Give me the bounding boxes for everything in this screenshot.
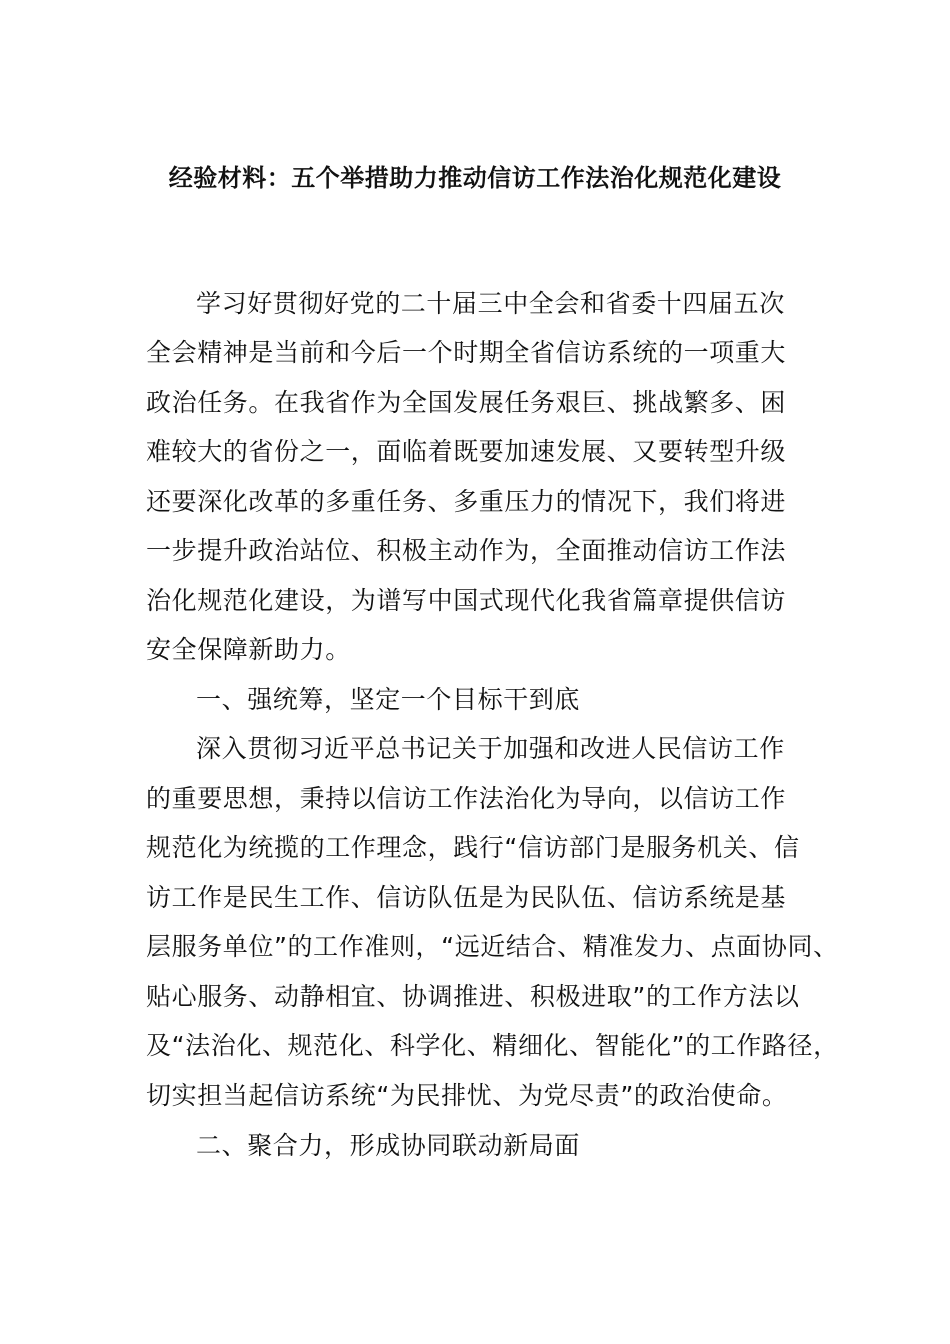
text-line: 一步提升政治站位、积极主动作为，全面推动信访工作法: [146, 536, 787, 565]
document-title: 经验材料：五个举措助力推动信访工作法治化规范化建设: [168, 164, 782, 192]
text-line: 安全保障新助力。: [146, 635, 351, 664]
text-line: 政治任务。在我省作为全国发展任务艰巨、挑战繁多、困: [146, 388, 787, 417]
text-line: 全会精神是当前和今后一个时期全省信访系统的一项重大: [146, 338, 787, 367]
text-line: 访工作是民生工作、信访队伍是为民队伍、信访系统是基: [146, 883, 787, 912]
text-line: 贴心服务、动静相宜、协调推进、积极进取”的工作方法以: [146, 982, 800, 1011]
text-line: 还要深化改革的多重任务、多重压力的情况下，我们将进: [146, 487, 787, 516]
text-line: 层服务单位”的工作准则，“远近结合、精准发力、点面协同、: [146, 932, 839, 961]
text-line: 难较大的省份之一，面临着既要加速发展、又要转型升级: [146, 437, 787, 466]
text-line: 治化规范化建设，为谱写中国式现代化我省篇章提供信访: [146, 586, 787, 615]
section-heading-2: 二、聚合力，形成协同联动新局面: [196, 1131, 581, 1160]
text-line: 及“法治化、规范化、科学化、精细化、智能化”的工作路径，: [146, 1031, 839, 1060]
text-line: 切实担当起信访系统“为民排忧、为党尽责”的政治使命。: [146, 1081, 788, 1110]
section-heading-1: 一、强统筹，坚定一个目标干到底: [196, 685, 581, 714]
text-line: 规范化为统揽的工作理念，践行“信访部门是服务机关、信: [146, 833, 800, 862]
text-line: 的重要思想，秉持以信访工作法治化为导向，以信访工作: [146, 784, 787, 813]
text-line: 学习好贯彻好党的二十届三中全会和省委十四届五次: [196, 289, 785, 318]
text-line: 深入贯彻习近平总书记关于加强和改进人民信访工作: [196, 734, 785, 763]
